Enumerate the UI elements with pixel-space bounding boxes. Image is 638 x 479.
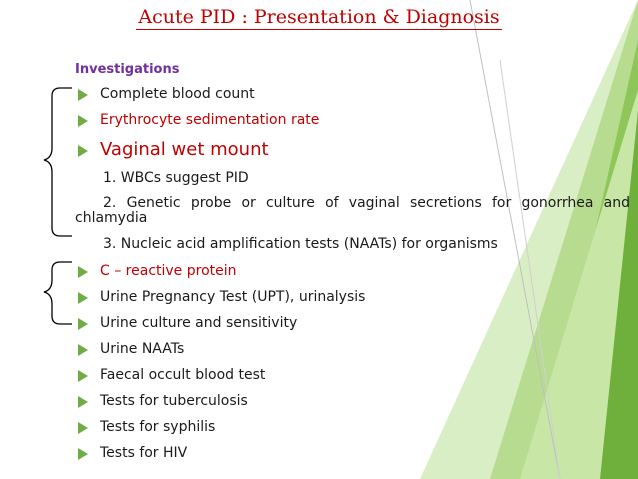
triangle-right-icon [78, 318, 88, 330]
list-item-upt: Urine Pregnancy Test (UPT), urinalysis [100, 289, 366, 305]
triangle-right-icon [78, 344, 88, 356]
list-item-faecal: Faecal occult blood test [100, 367, 266, 383]
triangle-right-icon [78, 89, 88, 101]
sub-item-genetic-probe: 2. Genetic probe or culture of vaginal secretions for gonorrhea and chlamydia [75, 195, 630, 226]
list-item-urine-naats: Urine NAATs [100, 341, 185, 357]
triangle-right-icon [78, 266, 88, 278]
sub-item-wbc: 1. WBCs suggest PID [103, 170, 249, 186]
sub-item-naat: 3. Nucleic acid amplification tests (NAATs) for organisms [103, 236, 498, 252]
section-heading: Investigations [75, 62, 180, 77]
list-item-esr: Erythrocyte sedimentation rate [100, 112, 320, 128]
triangle-right-icon [78, 292, 88, 304]
list-item-syphilis: Tests for syphilis [100, 419, 216, 435]
list-item-tb: Tests for tuberculosis [100, 393, 248, 409]
list-item-urine-culture: Urine culture and sensitivity [100, 315, 298, 331]
triangle-right-icon [78, 115, 88, 127]
triangle-right-icon [78, 448, 88, 460]
slide-title: Acute PID : Presentation & Diagnosis [138, 6, 500, 28]
list-item-hiv: Tests for HIV [100, 445, 188, 461]
triangle-right-icon [78, 422, 88, 434]
triangle-right-icon [78, 370, 88, 382]
triangle-right-icon [78, 145, 88, 157]
triangle-right-icon [78, 396, 88, 408]
list-item-crp: C – reactive protein [100, 263, 237, 279]
list-item-cbc: Complete blood count [100, 86, 255, 102]
list-item-wet-mount: Vaginal wet mount [100, 139, 269, 160]
